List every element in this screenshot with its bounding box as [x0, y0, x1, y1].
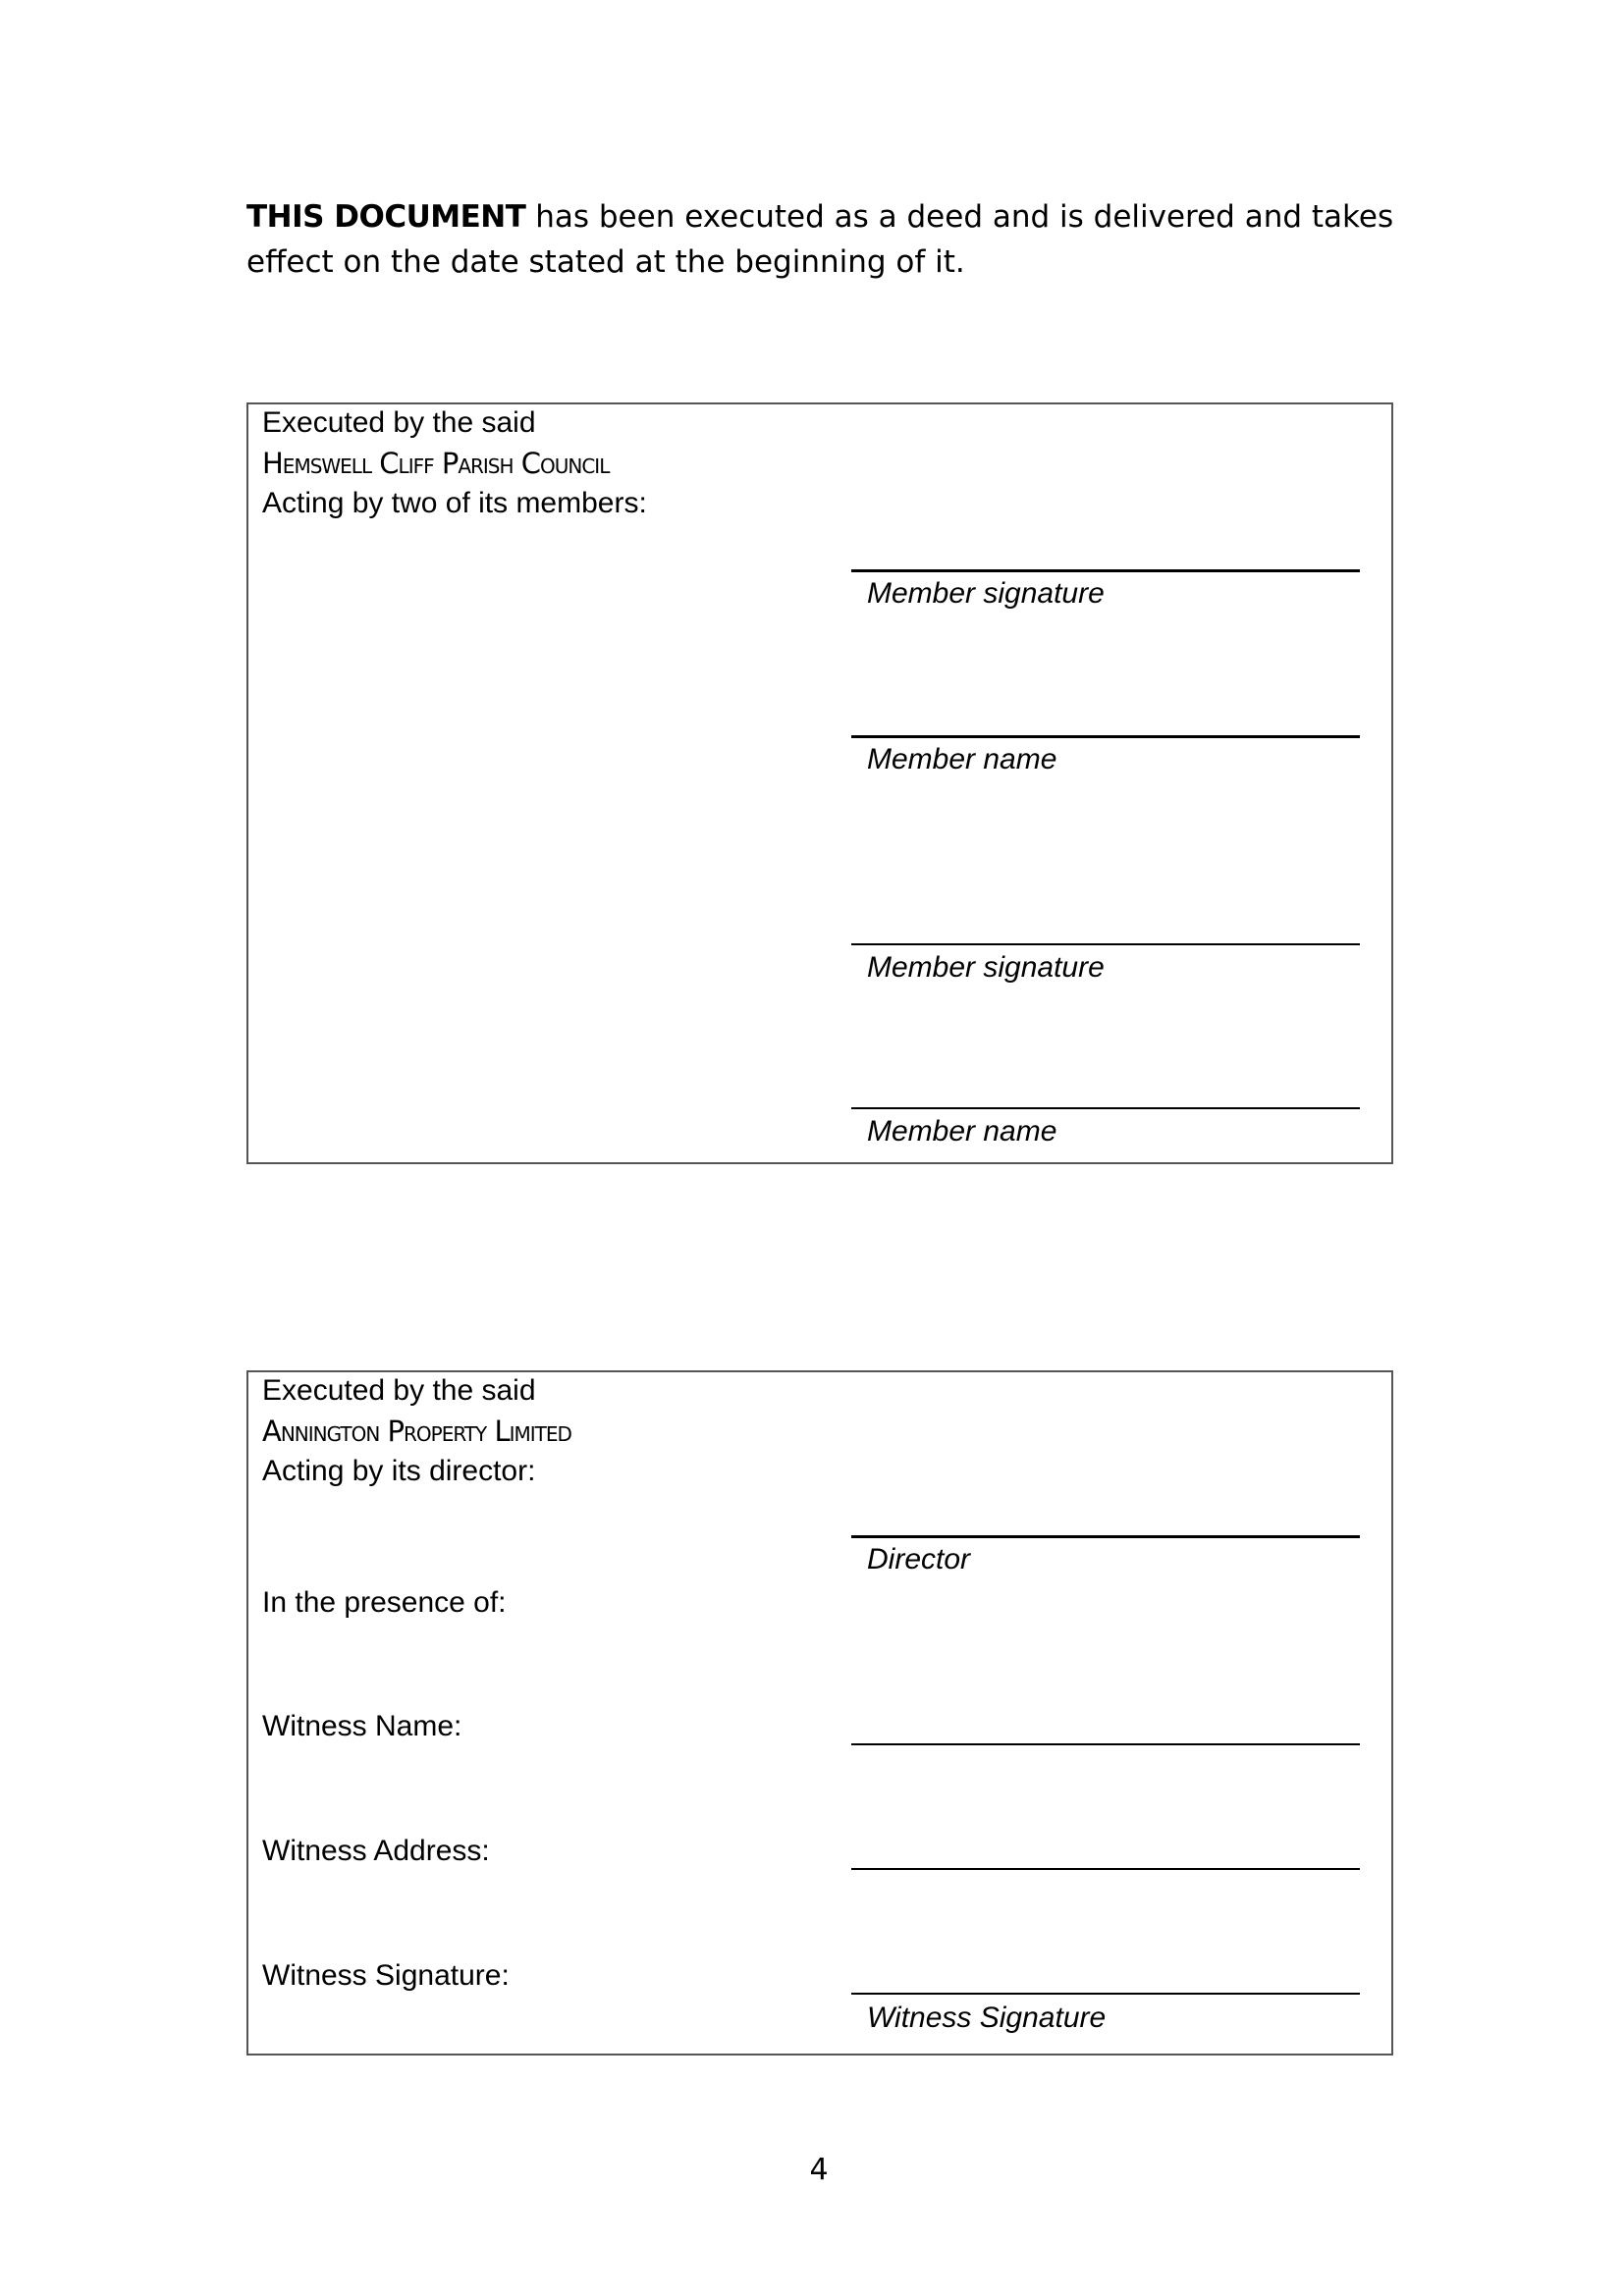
company-executed-by: Executed by the said [262, 1374, 536, 1407]
witness-name-label: Witness Name: [262, 1710, 462, 1742]
member-name-caption-1: Member name [867, 743, 1057, 775]
council-acting-by: Acting by two of its members: [262, 487, 647, 519]
witness-signature-label: Witness Signature: [262, 1959, 510, 1992]
witness-signature-caption: Witness Signature [867, 2002, 1107, 2034]
member-signature-caption-2: Member signature [867, 951, 1105, 984]
director-signature-line[interactable] [851, 1535, 1360, 1538]
council-execution-block [246, 402, 1393, 1164]
member-name-caption-2: Member name [867, 1115, 1057, 1148]
member-signature-caption-1: Member signature [867, 577, 1105, 610]
company-acting-by: Acting by its director: [262, 1455, 536, 1487]
page-number: 4 [809, 2153, 829, 2187]
council-executed-by: Executed by the said [262, 406, 536, 439]
member-signature-line-1[interactable] [851, 569, 1360, 572]
execution-statement-lead: THIS DOCUMENT [246, 199, 526, 235]
member-name-line-2[interactable] [851, 1107, 1360, 1109]
witness-name-line[interactable] [851, 1743, 1360, 1745]
company-party-name: Annington Property Limited [262, 1415, 571, 1448]
presence-label: In the presence of: [262, 1586, 507, 1619]
execution-statement [246, 194, 1405, 285]
witness-address-label: Witness Address: [262, 1835, 490, 1867]
member-signature-line-2[interactable] [851, 943, 1360, 945]
member-name-line-1[interactable] [851, 735, 1360, 738]
witness-signature-line[interactable] [851, 1993, 1360, 1995]
witness-address-line[interactable] [851, 1868, 1360, 1870]
execution-statement-text: has been executed as a deed and is delivered and takes effect on the date stated at the beginning of it. [246, 199, 1394, 280]
council-party-name: Hemswell Cliff Parish Council [262, 447, 610, 480]
director-caption: Director [867, 1543, 971, 1575]
company-execution-block [246, 1370, 1393, 2056]
